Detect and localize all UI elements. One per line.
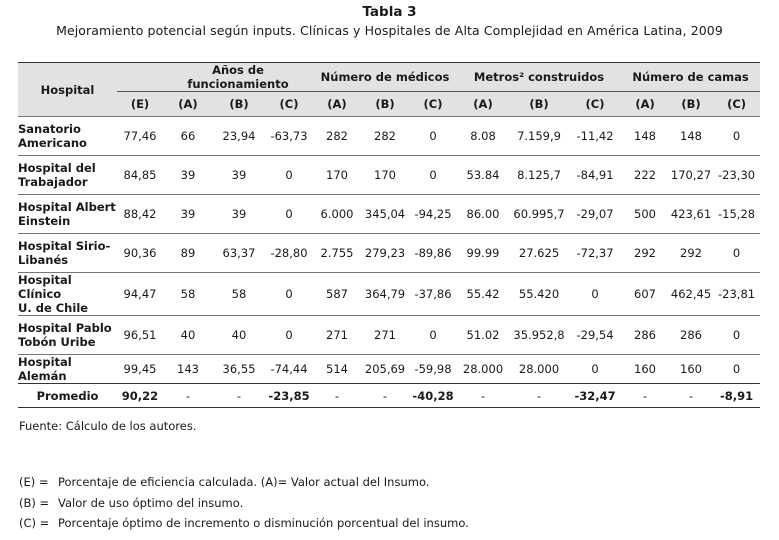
sub-header-cell: (C)	[569, 92, 621, 117]
legend-text: Porcentaje de eficiencia calculada. (A)= Valor actual del Insumo.	[58, 475, 430, 489]
value-cell: 160	[669, 355, 713, 384]
value-cell: 27.625	[509, 234, 569, 273]
value-cell: 0	[713, 355, 760, 384]
legend-note-c	[19, 516, 469, 530]
average-cell: -	[621, 384, 669, 408]
value-cell: 39	[213, 195, 265, 234]
value-cell: 222	[621, 156, 669, 195]
hospital-name-line: Einstein	[18, 214, 71, 228]
value-cell: 90,36	[117, 234, 163, 273]
value-cell: 143	[163, 355, 213, 384]
hospital-name-line: Hospital del	[18, 161, 96, 175]
group-header-row	[18, 63, 760, 92]
average-cell: -	[669, 384, 713, 408]
value-cell: 500	[621, 195, 669, 234]
group-header-square-meters: Metros² construidos	[457, 63, 621, 92]
average-cell: -40,28	[409, 384, 457, 408]
average-cell: -	[313, 384, 361, 408]
average-cell: -32,47	[569, 384, 621, 408]
value-cell: 66	[163, 117, 213, 156]
group-header-years: Años de funcionamiento	[163, 63, 313, 92]
value-cell: 86.00	[457, 195, 509, 234]
hospital-name-cell	[18, 273, 117, 316]
value-cell: 607	[621, 273, 669, 316]
sub-header-cell: (B)	[213, 92, 265, 117]
value-cell: 345,04	[361, 195, 409, 234]
value-cell: 292	[669, 234, 713, 273]
value-cell: 148	[621, 117, 669, 156]
value-cell: -72,37	[569, 234, 621, 273]
average-cell: -8,91	[713, 384, 760, 408]
source-note: Fuente: Cálculo de los autores.	[19, 419, 197, 433]
value-cell: 51.02	[457, 316, 509, 355]
group-header-doctors: Número de médicos	[313, 63, 457, 92]
legend-text: Porcentaje óptimo de incremento o disminución porcentual del insumo.	[58, 516, 469, 530]
average-cell: -23,85	[265, 384, 313, 408]
value-cell: 0	[569, 355, 621, 384]
value-cell: -11,42	[569, 117, 621, 156]
group-header-beds: Número de camas	[621, 63, 760, 92]
value-cell: 205,69	[361, 355, 409, 384]
value-cell: 0	[569, 273, 621, 316]
hospital-name-line: Trabajador	[18, 175, 88, 189]
hospital-name-line: Hospital Alemán	[18, 355, 72, 383]
hospital-name-cell	[18, 234, 117, 273]
table-subtitle: Mejoramiento potencial según inputs. Clínicas y Hospitales de Alta Complejidad en América Latina, 2009	[56, 23, 723, 38]
value-cell: 271	[361, 316, 409, 355]
value-cell: 94,47	[117, 273, 163, 316]
value-cell: 0	[409, 156, 457, 195]
value-cell: 99,45	[117, 355, 163, 384]
legend-symbol: (C) =	[19, 516, 50, 530]
value-cell: 587	[313, 273, 361, 316]
hospital-name-cell	[18, 156, 117, 195]
value-cell: 271	[313, 316, 361, 355]
value-cell: 0	[409, 117, 457, 156]
value-cell: 286	[669, 316, 713, 355]
value-cell: 292	[621, 234, 669, 273]
value-cell: 0	[713, 117, 760, 156]
value-cell: 0	[265, 156, 313, 195]
value-cell: 0	[713, 316, 760, 355]
value-cell: 40	[163, 316, 213, 355]
value-cell: 35.952,8	[509, 316, 569, 355]
value-cell: 160	[621, 355, 669, 384]
sub-header-cell: (B)	[361, 92, 409, 117]
value-cell: 28.000	[509, 355, 569, 384]
sub-header-cell: (A)	[313, 92, 361, 117]
value-cell: 0	[265, 273, 313, 316]
value-cell: -28,80	[265, 234, 313, 273]
hospital-name-cell	[18, 195, 117, 234]
average-row	[18, 384, 760, 408]
value-cell: 8.125,7	[509, 156, 569, 195]
average-cell: -	[163, 384, 213, 408]
hospital-name-line: Tobón Uribe	[18, 335, 96, 349]
value-cell: 170,27	[669, 156, 713, 195]
value-cell: 39	[163, 195, 213, 234]
value-cell: 7.159,9	[509, 117, 569, 156]
value-cell: 55.420	[509, 273, 569, 316]
value-cell: 0	[713, 234, 760, 273]
value-cell: 84,85	[117, 156, 163, 195]
sub-header-row	[18, 92, 760, 117]
value-cell: 60.995,7	[509, 195, 569, 234]
value-cell: 286	[621, 316, 669, 355]
legend-text: Valor de uso óptimo del insumo.	[58, 496, 244, 510]
value-cell: 514	[313, 355, 361, 384]
table-row	[18, 195, 760, 234]
value-cell: 96,51	[117, 316, 163, 355]
value-cell: 58	[213, 273, 265, 316]
value-cell: 63,37	[213, 234, 265, 273]
value-cell: 53.84	[457, 156, 509, 195]
hospital-name-cell	[18, 355, 117, 384]
value-cell: 36,55	[213, 355, 265, 384]
average-cell: -	[361, 384, 409, 408]
table-row	[18, 117, 760, 156]
value-cell: 88,42	[117, 195, 163, 234]
hospital-name-cell	[18, 316, 117, 355]
hospital-name-line: Hospital Pablo	[18, 321, 112, 335]
legend-symbol: (E) =	[19, 475, 49, 489]
value-cell: 423,61	[669, 195, 713, 234]
hospital-column-header: Hospital	[18, 63, 117, 117]
value-cell: -59,98	[409, 355, 457, 384]
value-cell: 28.000	[457, 355, 509, 384]
value-cell: 99.99	[457, 234, 509, 273]
value-cell: 364,79	[361, 273, 409, 316]
sub-header-cell: (B)	[669, 92, 713, 117]
value-cell: -94,25	[409, 195, 457, 234]
average-cell: -	[457, 384, 509, 408]
table-row	[18, 273, 760, 316]
value-cell: 0	[265, 316, 313, 355]
table-title: Tabla 3	[362, 4, 417, 20]
table-row	[18, 316, 760, 355]
value-cell: -63,73	[265, 117, 313, 156]
average-cell: -	[213, 384, 265, 408]
sub-header-cell: (A)	[457, 92, 509, 117]
sub-header-cell: (C)	[713, 92, 760, 117]
average-label: Promedio	[18, 384, 117, 408]
value-cell: 279,23	[361, 234, 409, 273]
value-cell: 170	[361, 156, 409, 195]
value-cell: 282	[361, 117, 409, 156]
sub-header-cell: (A)	[163, 92, 213, 117]
value-cell: 40	[213, 316, 265, 355]
value-cell: 0	[409, 316, 457, 355]
hospital-name-line: U. de Chile	[18, 301, 89, 315]
hospital-name-line: Hospital Albert	[18, 200, 116, 214]
hospital-name-line: Sanatorio	[18, 122, 81, 136]
efficiency-table	[18, 62, 760, 408]
average-cell: -	[509, 384, 569, 408]
table-row	[18, 234, 760, 273]
value-cell: 89	[163, 234, 213, 273]
table-row	[18, 355, 760, 384]
hospital-name-line: Libanés	[18, 253, 69, 267]
value-cell: -29,54	[569, 316, 621, 355]
sub-header-cell: (B)	[509, 92, 569, 117]
average-cell: 90,22	[117, 384, 163, 408]
sub-header-cell: (E)	[117, 92, 163, 117]
legend-note-e	[19, 475, 429, 489]
value-cell: 2.755	[313, 234, 361, 273]
value-cell: -23,30	[713, 156, 760, 195]
value-cell: -15,28	[713, 195, 760, 234]
value-cell: 39	[213, 156, 265, 195]
value-cell: -89,86	[409, 234, 457, 273]
value-cell: 170	[313, 156, 361, 195]
value-cell: -84,91	[569, 156, 621, 195]
legend-note-b	[19, 496, 243, 510]
hospital-name-line: Americano	[18, 136, 87, 150]
value-cell: 462,45	[669, 273, 713, 316]
value-cell: 55.42	[457, 273, 509, 316]
value-cell: -74,44	[265, 355, 313, 384]
value-cell: 77,46	[117, 117, 163, 156]
value-cell: 8.08	[457, 117, 509, 156]
value-cell: 282	[313, 117, 361, 156]
value-cell: -29,07	[569, 195, 621, 234]
legend-symbol: (B) =	[19, 496, 50, 510]
sub-header-cell: (A)	[621, 92, 669, 117]
value-cell: -23,81	[713, 273, 760, 316]
sub-header-cell: (C)	[265, 92, 313, 117]
hospital-name-line: Hospital Sirio-	[18, 239, 111, 253]
value-cell: 148	[669, 117, 713, 156]
value-cell: -37,86	[409, 273, 457, 316]
value-cell: 6.000	[313, 195, 361, 234]
hospital-name-line: Hospital Clínico	[18, 273, 72, 301]
value-cell: 0	[265, 195, 313, 234]
value-cell: 58	[163, 273, 213, 316]
value-cell: 39	[163, 156, 213, 195]
hospital-name-cell	[18, 117, 117, 156]
value-cell: 23,94	[213, 117, 265, 156]
sub-header-cell: (C)	[409, 92, 457, 117]
table-row	[18, 156, 760, 195]
